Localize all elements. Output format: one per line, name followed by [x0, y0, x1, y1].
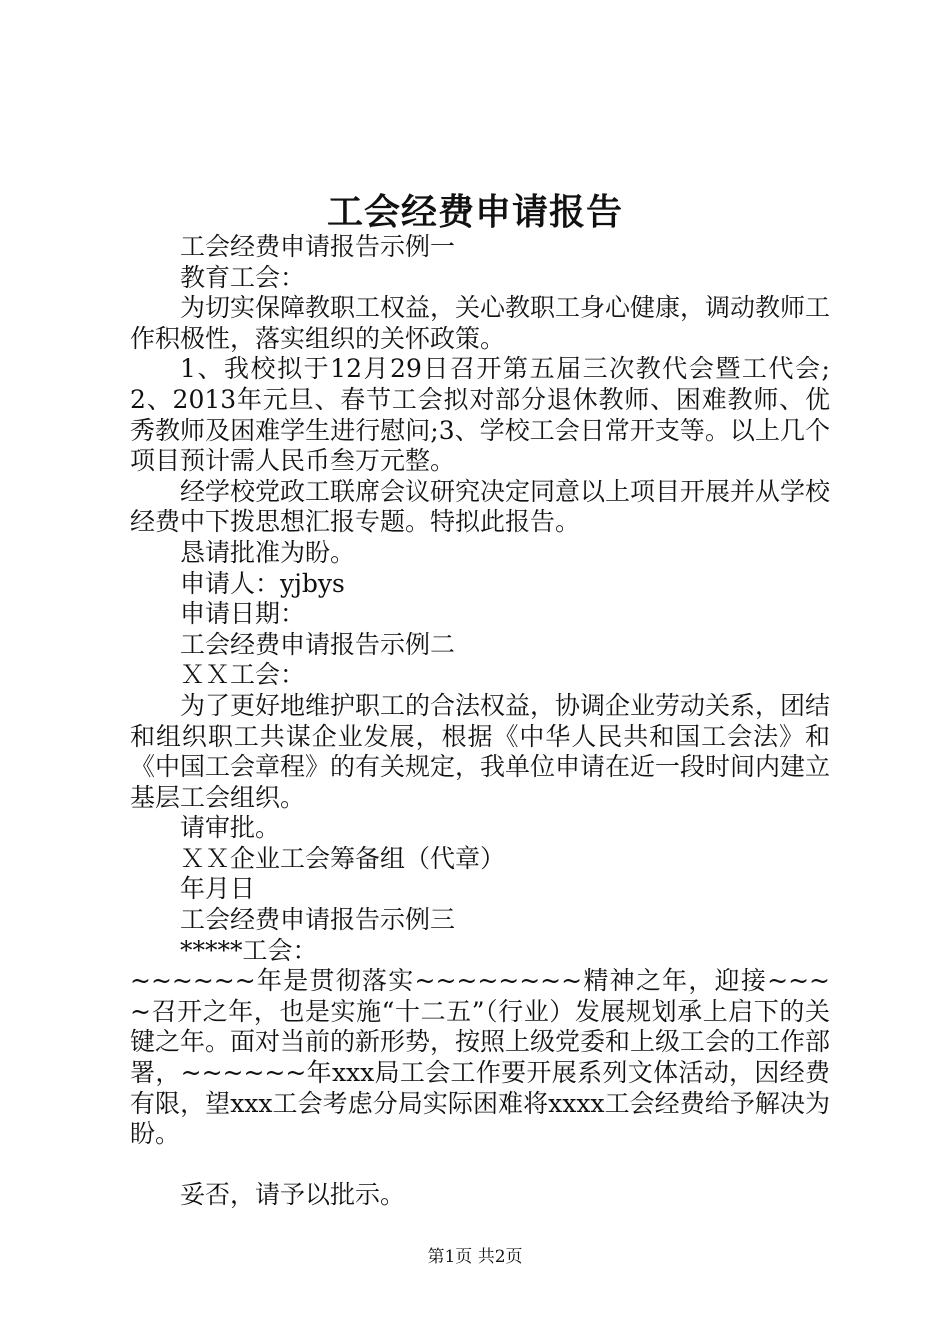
- document-title: 工会经费申请报告: [326, 191, 623, 233]
- salutation-2: ＸＸ工会：: [180, 660, 306, 690]
- date-line: 年月日: [180, 874, 256, 904]
- paragraph: 经学校党政工联席会议研究决定同意以上项目开展并从学校经费中下拨思想汇报专题。特拟此报告。: [130, 476, 831, 537]
- paragraph: 为了更好地维护职工的合法权益，协调企业劳动关系，团结和组织职工共谋企业发展，根据《中华人民共和国工会法》和《中国工会章程》的有关规定，我单位申请在近一段时间内建立基层工会组织。: [130, 690, 831, 812]
- closing-line: 恳请批准为盼。: [180, 537, 356, 567]
- paragraph: 1、我校拟于12月29日召开第五届三次教代会暨工代会;2、2013年元旦、春节工会拟对部分退休教师、困难教师、优秀教师及困难学生进行慰问;3、学校工会日常开支等。以上几个项目预计需人民币叁万元整。: [130, 354, 830, 476]
- paragraph: 为切实保障教职工权益，关心教职工身心健康，调动教师工作积极性，落实组织的关怀政策。: [130, 293, 831, 353]
- section-heading-3: 工会经费申请报告示例三: [180, 905, 456, 935]
- application-date-line: 申请日期：: [180, 599, 306, 629]
- closing-line: 请审批。: [180, 813, 281, 843]
- salutation-1: 教育工会：: [180, 262, 306, 292]
- paragraph-gap: [130, 1150, 830, 1180]
- section-heading-1: 工会经费申请报告示例一: [180, 232, 456, 261]
- document-body: [130, 232, 830, 1210]
- closing-line: 妥否，请予以批示。: [180, 1179, 406, 1209]
- section-heading-2: 工会经费申请报告示例二: [180, 629, 456, 659]
- paragraph: ~~~~~~年是贯彻落实~~~~~~~~精神之年，迎接~~~~召开之年，也是实施“十二五”（行业）发展规划承上启下的关键之年。面对当前的新形势，按照上级党委和上级工会的工作部署，~~~~~~年xxx局工会工作要开展系列文体活动，因经费有限，望xxx工会考虑分局实际困难将xxxx工会经费给予解决为盼。: [130, 966, 831, 1149]
- page-footer: 第1页 共2页: [427, 1247, 523, 1267]
- salutation-3: *****工会：: [180, 935, 318, 965]
- signature-line: ＸＸ企业工会筹备组（代章）: [180, 843, 506, 873]
- applicant-line: 申请人：yjbys: [180, 568, 345, 598]
